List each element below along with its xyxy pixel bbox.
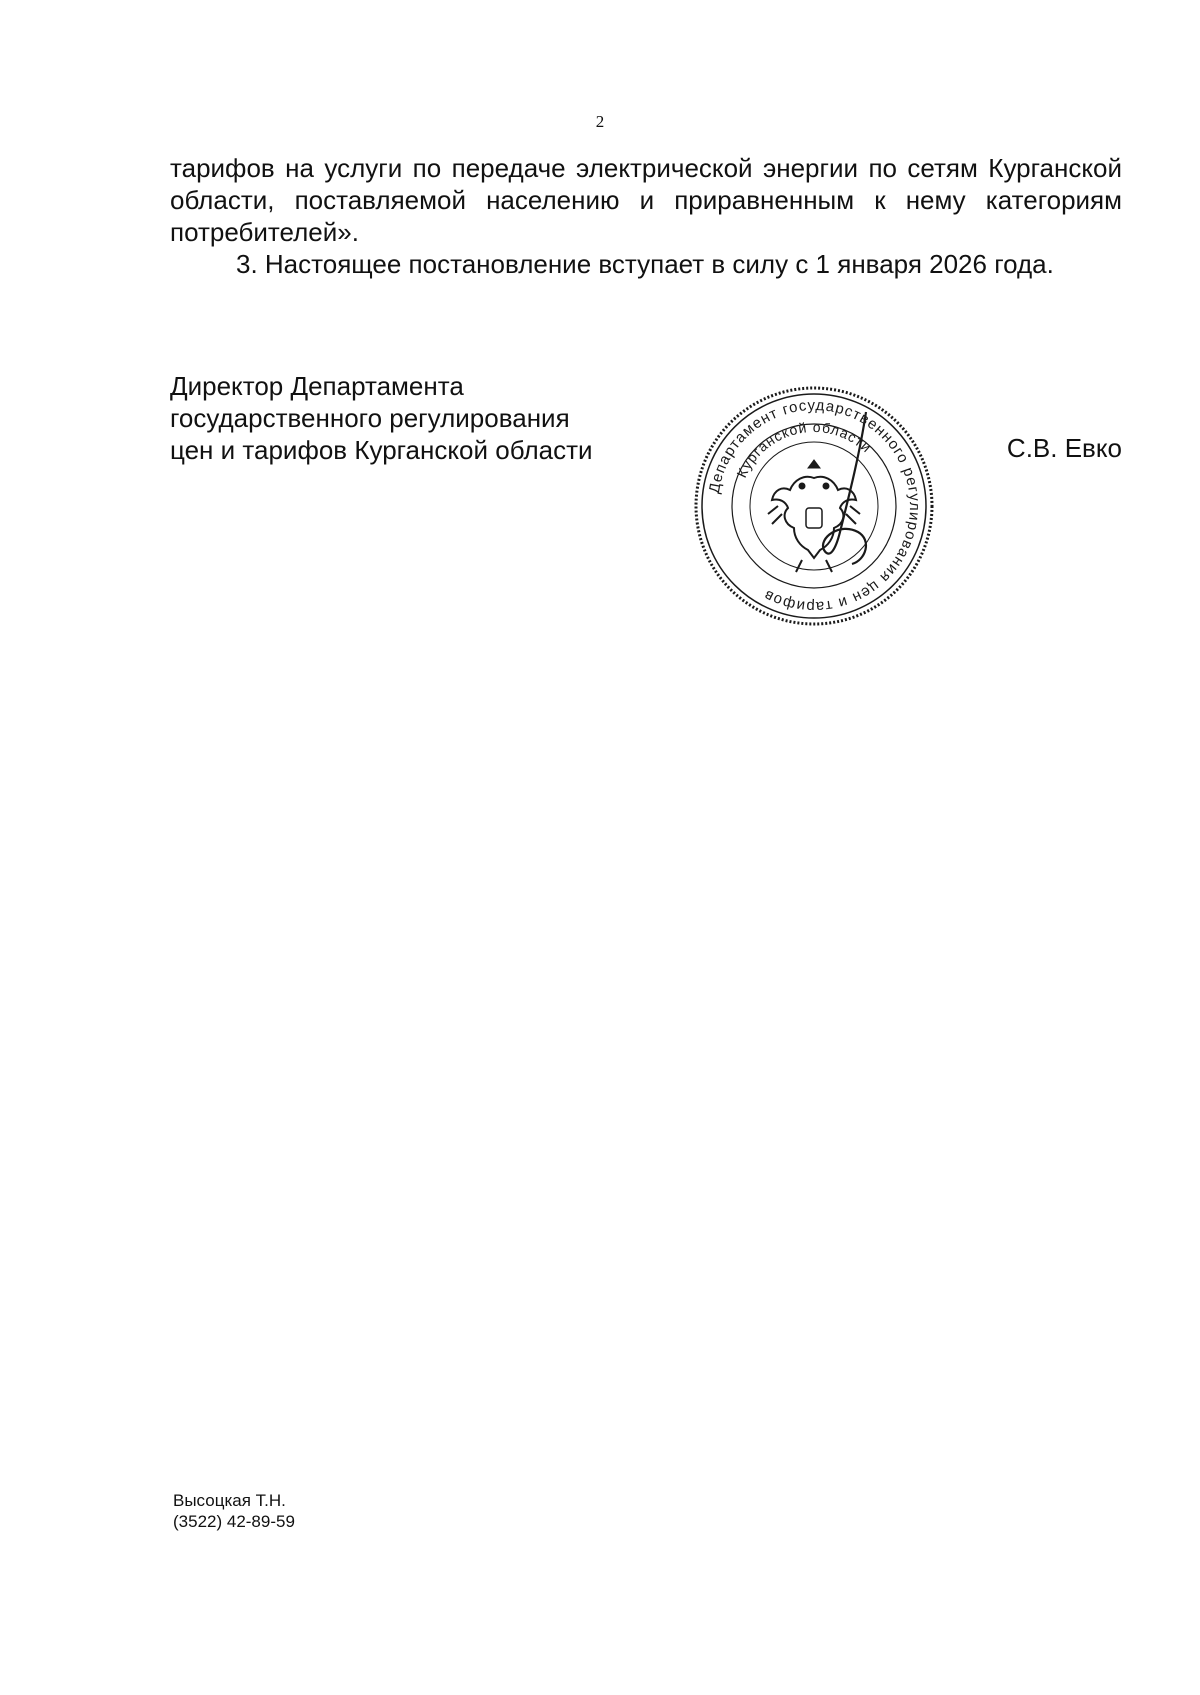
executor-name: Высоцкая Т.Н. xyxy=(173,1491,286,1510)
signatory-title-line-2: государственного регулирования xyxy=(170,403,570,433)
document-body xyxy=(170,152,1122,280)
official-seal xyxy=(690,382,938,630)
seal-outer-text: Департамент государственного регулирования цен и тарифов xyxy=(705,396,924,616)
signatory-title xyxy=(170,370,690,466)
signatory-title-line-3: цен и тарифов Курганской области xyxy=(170,435,593,465)
paragraph-clause-3: 3. Настоящее постановление вступает в силу с 1 января 2026 года. xyxy=(236,249,1054,279)
executor-phone: (3522) 42-89-59 xyxy=(173,1512,295,1531)
page-number: 2 xyxy=(595,112,605,131)
seal-region-text: Курганской области xyxy=(733,418,876,481)
signatory-title-line-1: Директор Департамента xyxy=(170,371,464,401)
signatory-name: С.В. Евко xyxy=(1006,433,1122,463)
executor-info xyxy=(173,1490,295,1532)
double-headed-eagle-icon xyxy=(768,460,860,572)
paragraph-continuation: тарифов на услуги по передаче электрической энергии по сетям Курганской области, поставляемой населению и приравненным к нему категориям потребителей». xyxy=(170,153,1122,247)
seal-stamp-icon xyxy=(690,382,938,630)
